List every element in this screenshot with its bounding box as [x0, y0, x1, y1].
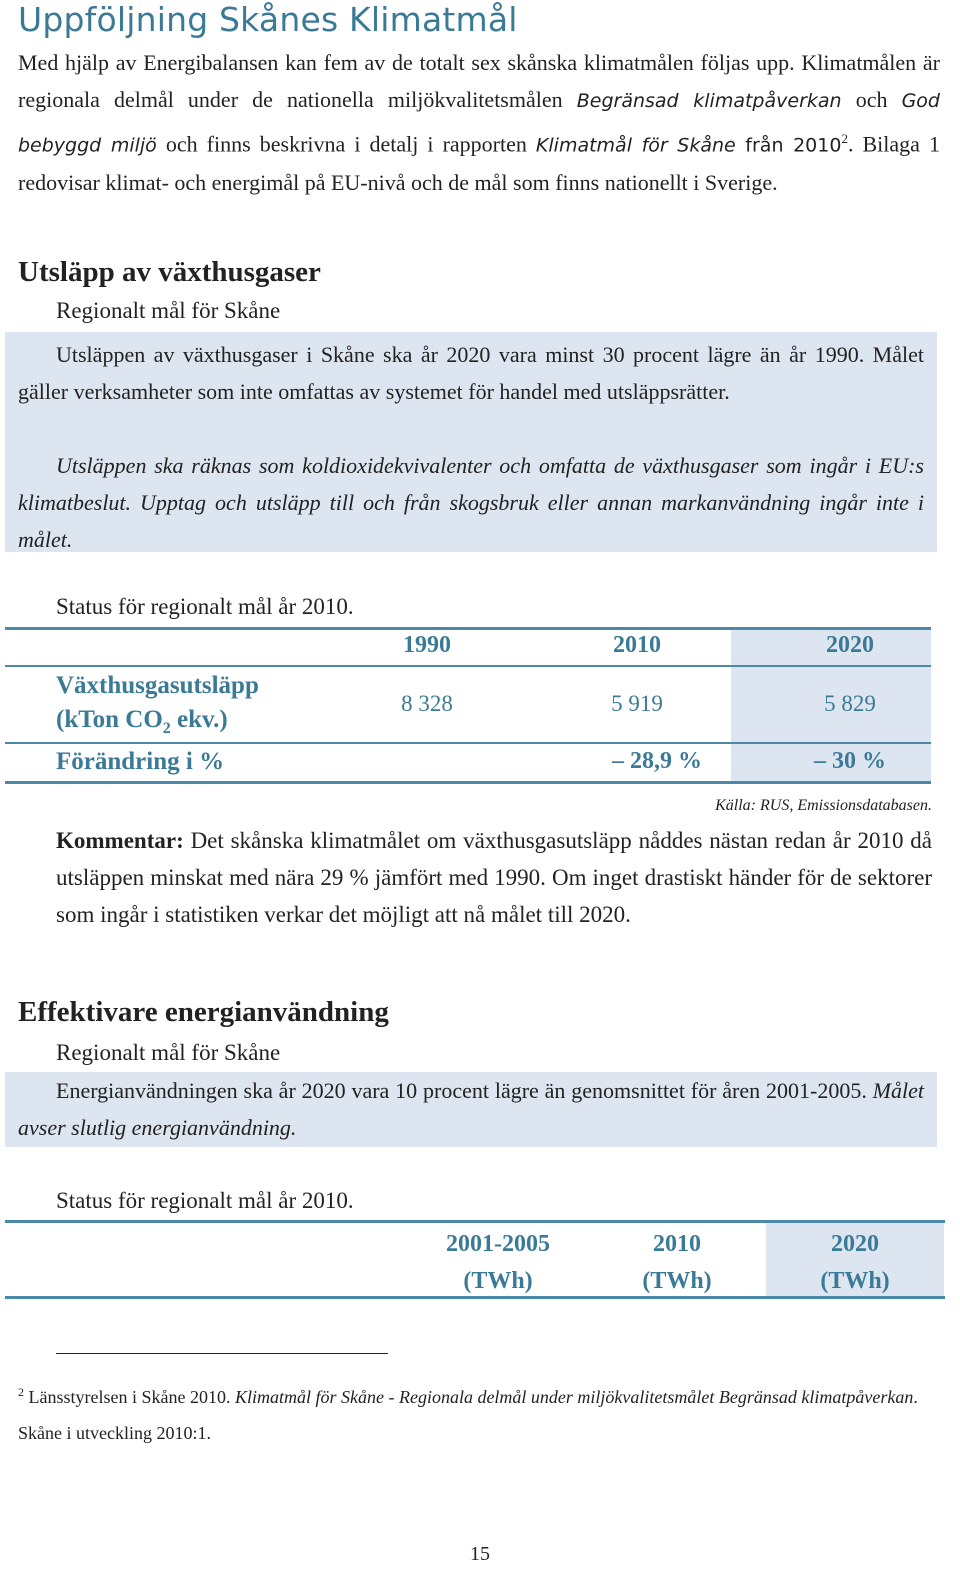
table-top-rule	[5, 1220, 945, 1223]
row-label-change: Förändring i %	[56, 748, 225, 775]
value-1990: 8 328	[401, 691, 453, 716]
header-line: 2010	[653, 1231, 701, 1257]
comment-text: Det skånska klimatmålet om växthusgasutsläpp nåddes nästan redan år 2010 då utsläppen minskat med nära 29 % jämfört med 1990. Om inget drastiskt händer för de sektorer som ingår i statistiken verkar det möjligt att nå målet till 2020.	[56, 828, 932, 927]
unit-text: (kTon CO	[56, 706, 163, 733]
table-header-2001-2005	[408, 1226, 588, 1300]
footnote-text: . Skåne i utveckling 2010:1.	[18, 1387, 918, 1443]
table-header-2010	[587, 1226, 767, 1300]
table-top-rule	[5, 627, 931, 630]
table-bottom-rule	[5, 781, 931, 784]
intro-goal-1: Begränsad klimatpåverkan	[576, 90, 842, 112]
footnote-number: 2	[18, 1385, 24, 1399]
intro-text: Med hjälp av Energibalansen kan fem av de totalt sex skånska klimatmålen följas upp. Klimatmålen är regionala delmål under de nationella miljökvalitetsmålen	[18, 50, 940, 112]
table-header-2020	[766, 1226, 944, 1300]
energy-table	[0, 1200, 960, 1310]
table-header-2010: 2010	[613, 632, 661, 658]
header-line: (TWh)	[820, 1268, 890, 1294]
comment-label: Kommentar:	[56, 828, 184, 853]
section-subheading: Regionalt mål för Skåne	[56, 298, 281, 323]
footnote	[18, 1374, 932, 1451]
value-2020: 5 829	[824, 691, 876, 716]
goal-text-content: Energianvändningen ska år 2020 vara 10 procent lägre än genomsnittet för åren 2001-2005.	[56, 1078, 867, 1103]
table-header-1990: 1990	[403, 632, 451, 658]
goal-note-content: Utsläppen ska räknas som koldioxidekvivalenter och omfatta de växthusgaser som ingår i EU:s klimatbeslut. Upptag och utsläpp till och från skogsbruk eller annan markanvändning ingår inte i målet.	[18, 453, 924, 552]
intro-text: . Bilaga 1 redovisar klimat- och energimål på EU-nivå och de mål som finns nationellt i Sverige.	[18, 131, 940, 196]
table-header-rule	[5, 665, 931, 667]
intro-text: och finns beskrivna i detalj i rapporten	[156, 131, 536, 157]
status-label: Status för regionalt mål år 2010.	[56, 594, 354, 619]
unit-subscript: 2	[162, 720, 171, 737]
footnote-text: Länsstyrelsen i Skåne 2010.	[24, 1387, 235, 1407]
value-2010: 5 919	[611, 691, 663, 716]
footnote-reference[interactable]: 2	[841, 131, 848, 146]
footnote-title: Klimatmål för Skåne - Regionala delmål under miljökvalitetsmålet Begränsad klimatpåverkan	[234, 1387, 914, 1407]
header-line: (TWh)	[642, 1268, 712, 1294]
footnote-separator	[56, 1353, 388, 1354]
unit-text: ekv.)	[170, 706, 228, 733]
change-2020: – 30 %	[814, 748, 886, 774]
section-subheading: Regionalt mål för Skåne	[56, 1040, 281, 1065]
page-number: 15	[470, 1543, 490, 1565]
table-source: Källa: RUS, Emissionsdatabasen.	[715, 797, 932, 814]
row-label-emissions: Växthusgasutsläpp	[56, 672, 259, 699]
change-2010: – 28,9 %	[612, 748, 702, 774]
intro-report-title: Klimatmål för Skåne	[535, 134, 736, 157]
section-heading-emissions: Utsläpp av växthusgaser	[18, 256, 321, 288]
section-heading-energy: Effektivare energianvändning	[18, 996, 389, 1028]
page-title: Uppföljning Skånes Klimatmål	[18, 0, 518, 39]
header-line: (TWh)	[463, 1268, 533, 1294]
table-header-2020: 2020	[826, 632, 874, 658]
goal-text-content: Utsläppen av växthusgaser i Skåne ska år 2020 vara minst 30 procent lägre än år 1990. Målet gäller verksamheter som inte omfattas av systemet för handel med utsläppsrätter.	[18, 342, 924, 404]
comment-paragraph	[56, 822, 932, 933]
intro-goal-2: God bebyggd miljö	[18, 90, 940, 157]
row-label-unit	[56, 706, 228, 738]
table-row-rule	[5, 742, 931, 744]
goal-note: Målet avser slutlig energianvändning.	[18, 1078, 924, 1140]
status-label: Status för regionalt mål år 2010.	[56, 1188, 354, 1213]
intro-text: från 2010	[735, 134, 842, 157]
goal-text	[18, 1072, 924, 1146]
goal-box-energy	[5, 1072, 937, 1147]
intro-text: och	[841, 87, 902, 112]
header-line: 2020	[831, 1231, 879, 1257]
header-line: 2001-2005	[446, 1231, 550, 1257]
